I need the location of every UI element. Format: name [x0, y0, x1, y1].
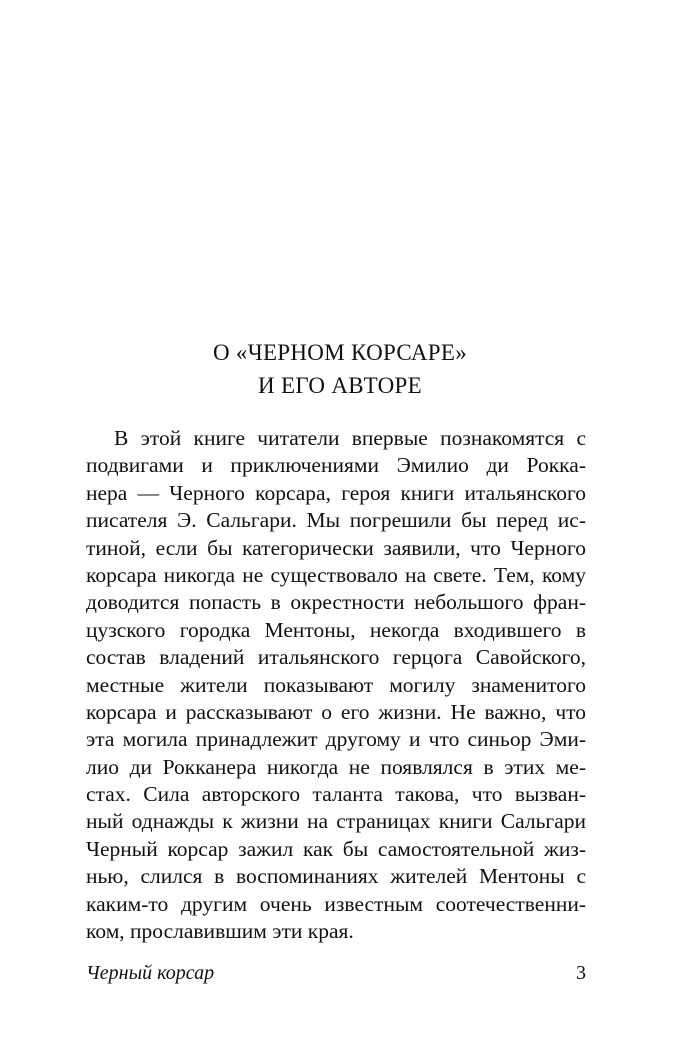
text-line: состав владений итальянского герцога Савойского,: [86, 645, 586, 670]
text-line: В этой книге читатели впервые познакомятся с: [114, 426, 586, 450]
text-line: местные жители показывают могилу знаменитого: [86, 672, 586, 697]
page-number: 3: [576, 962, 586, 984]
text-line: писателя Э. Сальгари. Мы погрешили бы перед ис-: [86, 508, 586, 533]
heading-line-2: И ЕГО АВТОРЕ: [258, 373, 422, 398]
text-line: нью, слился в воспоминаниях жителей Ментоны с: [86, 864, 586, 889]
text-line: цузского городка Ментоны, некогда входившего в: [86, 617, 586, 642]
text-line: тиной, если бы категорически заявили, что Черного: [86, 535, 586, 560]
running-footer-title: Черный корсар: [86, 962, 215, 984]
body-paragraph: [86, 425, 586, 945]
text-line: ком, прославившим эти края.: [86, 919, 354, 944]
text-line: корсара и рассказывают о его жизни. Не важно, что: [86, 699, 586, 724]
text-line: нера — Черного корсара, героя книги итальянского: [86, 480, 586, 505]
text-line: стах. Сила авторского таланта такова, что вызван-: [86, 782, 586, 807]
text-line: подвигами и приключениями Эмилио ди Рокка-: [86, 453, 586, 478]
text-line: лио ди Рокканера никогда не появлялся в этих ме-: [86, 754, 586, 779]
text-line: каким-то другим очень известным соотечественни-: [86, 891, 586, 916]
text-line: ный однажды к жизни на страницах книги Сальгари: [86, 809, 586, 834]
text-line: Черный корсар зажил как бы самостоятельной жиз-: [86, 836, 586, 861]
text-line: доводится попасть в окрестности небольшого фран-: [86, 590, 586, 615]
chapter-heading: [0, 336, 680, 402]
heading-line-1: О «ЧЕРНОМ КОРСАРЕ»: [212, 340, 468, 365]
text-line: эта могила принадлежит другому и что синьор Эми-: [86, 727, 586, 752]
text-line: корсара никогда не существовало на свете. Тем, кому: [86, 562, 586, 587]
